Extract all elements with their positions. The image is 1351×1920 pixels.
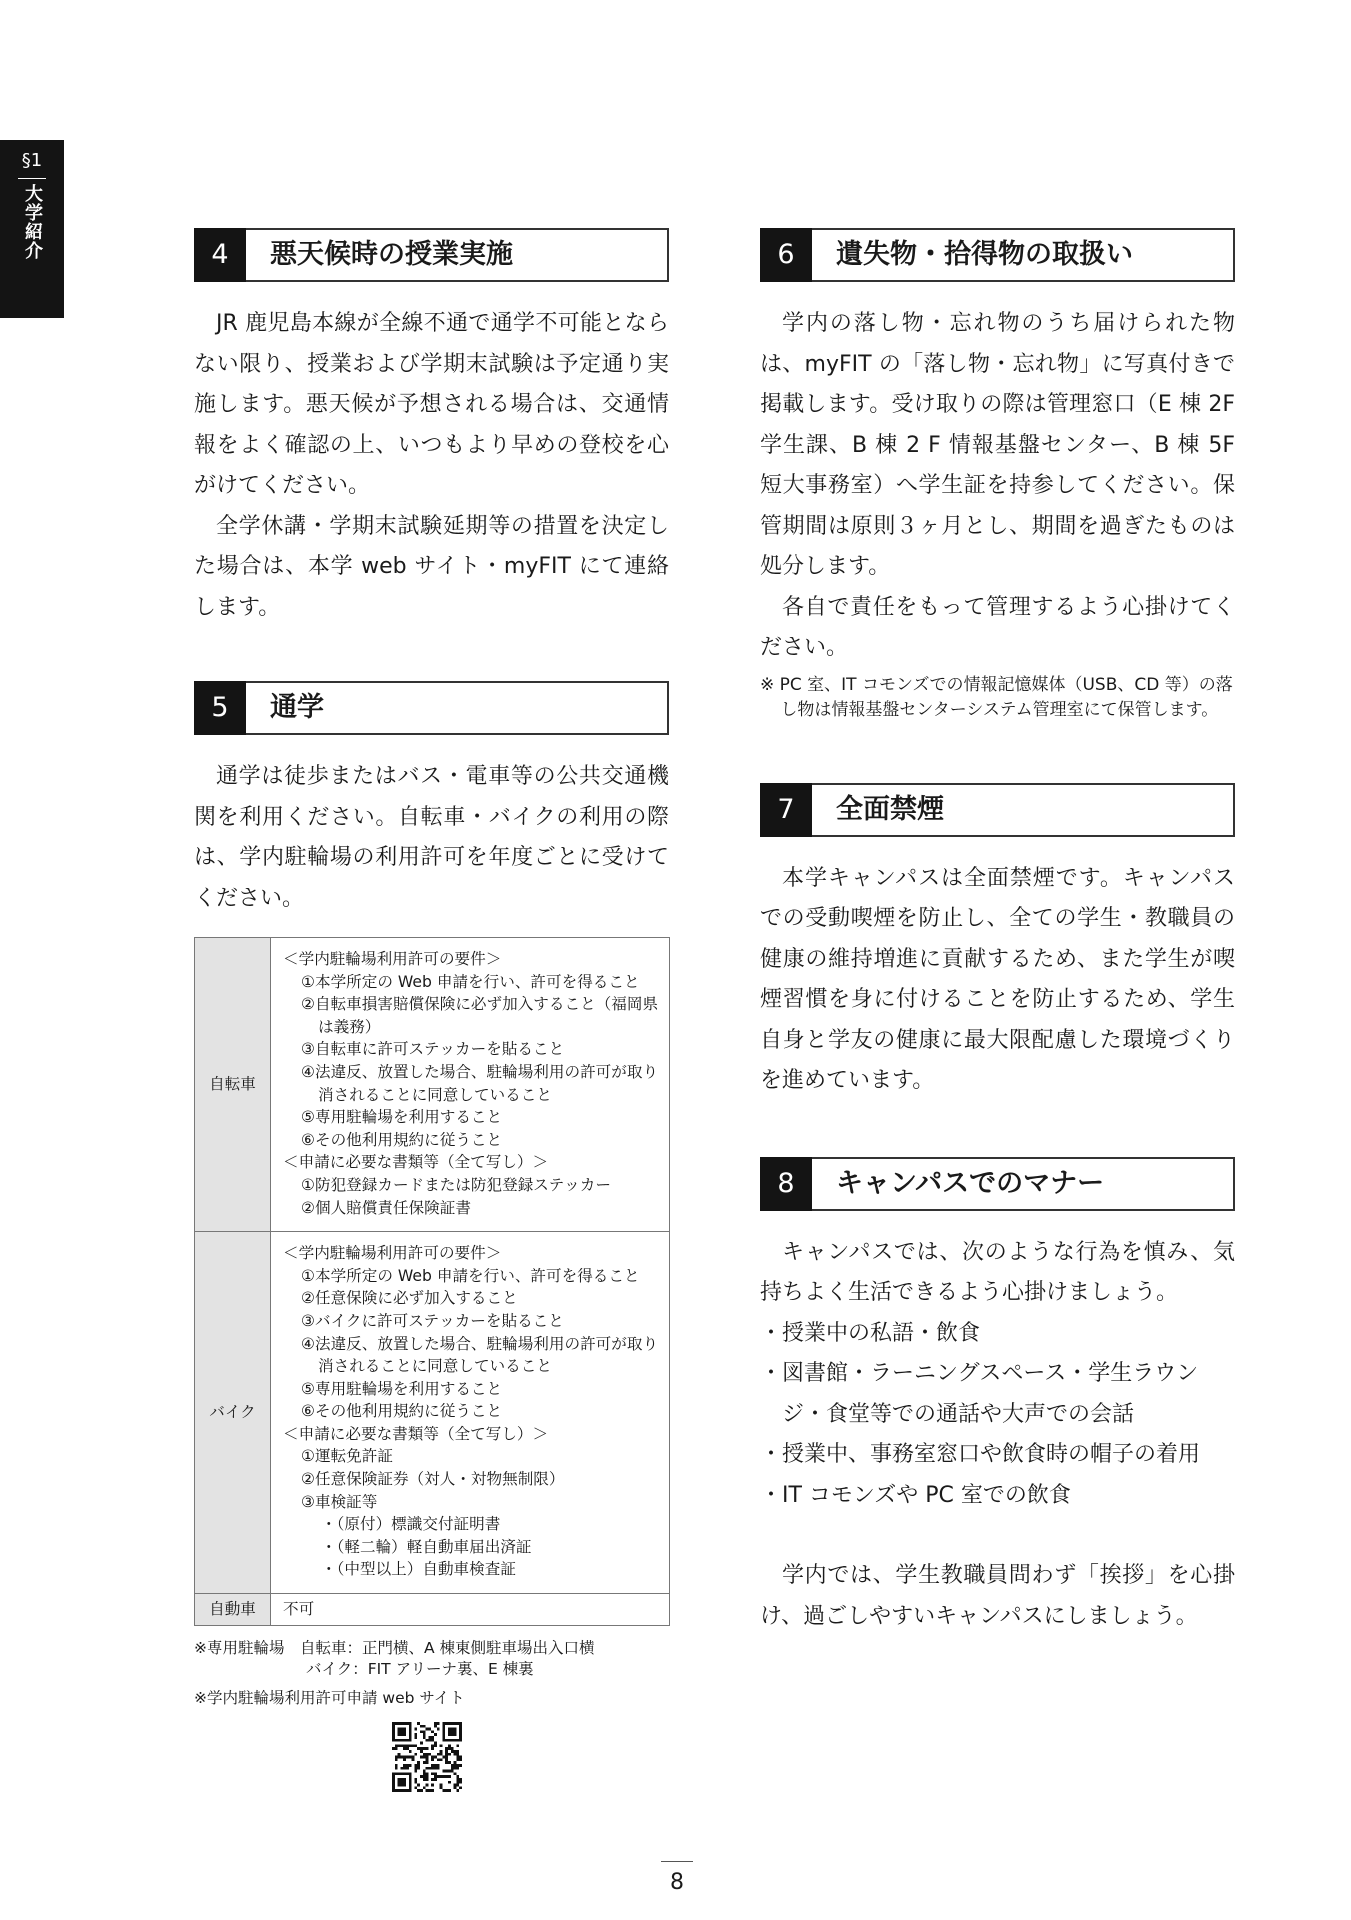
requirement-item: ⑤専用駐輪場を利用すること (301, 1108, 503, 1127)
document-item: ①防犯登録カードまたは防犯登録ステッカー (301, 1175, 611, 1194)
section-number: §1 (21, 150, 43, 171)
bicycle-requirements (271, 938, 670, 1232)
heading-sec5 (194, 681, 669, 735)
page-number-rule (661, 1861, 693, 1862)
requirement-item: ①本学所定の Web 申請を行い、許可を得ること (301, 972, 640, 991)
parking-footnote-line-2: バイク：FIT アリーナ裏、E 棟裏 (306, 1659, 534, 1678)
row-label-car: 自動車 (195, 1594, 271, 1626)
requirements-heading: ＜学内駐輪場利用許可の要件＞ (283, 950, 502, 968)
heading-sec6 (760, 228, 1235, 282)
row-label-bike: バイク (195, 1232, 271, 1594)
documents-heading: ＜申請に必要な書類等（全て写し）＞ (283, 1424, 549, 1443)
right-column (760, 228, 1235, 1637)
requirement-item: ③バイクに許可ステッカーを貼ること (301, 1311, 564, 1330)
sec6-paragraph-2: 各自で責任をもって管理するよう心掛けてください。 (760, 594, 1235, 660)
heading-sec7 (760, 783, 1235, 837)
sec6-paragraph-1: 学内の落し物・忘れ物のうち届けられた物は、myFIT の「落し物・忘れ物」に写真付きで掲載します。受け取りの際は管理窓口（E 棟 2F 学生課、B 棟 2 F 情報基盤センター、B 棟 5F 短大事務室）へ学生証を持参してください。保管期間は原則３ヶ月とし、期間を過ぎたものは処分します。 (760, 311, 1235, 579)
manner-item: ・ 授業中の私語・飲食 (760, 1314, 1235, 1355)
requirement-item: ②自転車損害賠償保険に必ず加入すること（福岡県は義務） (301, 995, 659, 1036)
requirements-heading: ＜学内駐輪場利用許可の要件＞ (283, 1244, 502, 1263)
web-footnote: ※学内駐輪場利用許可申請 web サイト (194, 1688, 465, 1707)
heading-sec4 (194, 228, 669, 282)
sec8-closing: 学内では、学生教職員問わず「挨拶」を心掛け、過ごしやすいキャンパスにしましょう。 (760, 1563, 1235, 1629)
heading-title: 悪天候時の授業実施 (270, 239, 513, 270)
heading-sec8 (760, 1157, 1235, 1211)
sec8-intro: キャンパスでは、次のような行為を慎み、気持ちよく生活できるよう心掛けましょう。 (760, 1239, 1235, 1305)
car-value: 不可 (271, 1594, 670, 1626)
document-item: ②任意保険証券（対人・対物無制限） (301, 1470, 565, 1489)
requirement-item: ⑥その他利用規約に従うこと (301, 1402, 503, 1421)
documents-heading: ＜申請に必要な書類等（全て写し）＞ (283, 1153, 549, 1172)
manner-item: ・ IT コモンズや PC 室での飲食 (760, 1476, 1235, 1517)
heading-number: 7 (760, 783, 812, 837)
heading-title: 全面禁煙 (836, 793, 944, 825)
parking-permit-table (194, 937, 670, 1626)
table-row-bicycle (195, 938, 670, 1232)
heading-number: 4 (194, 228, 246, 282)
requirement-item: ④法違反、放置した場合、駐輪場利用の許可が取り消されることに同意していること (301, 1334, 659, 1376)
document-sub-item: ・（中型以上）自動車検査証 (321, 1560, 516, 1579)
document-sub-item: ・（原付）標識交付証明書 (321, 1515, 501, 1534)
sec5-paragraph: 通学は徒歩またはバス・電車等の公共交通機関を利用ください。自転車・バイクの利用の際は、学内駐輪場の利用許可を年度ごとに受けてください。 (194, 764, 669, 911)
heading-number: 8 (760, 1157, 812, 1211)
section-side-tab (0, 140, 64, 318)
document-item: ②個人賠償責任保険証書 (301, 1198, 471, 1217)
parking-footnote-line-1: ※専用駐輪場 自転車：正門横、A 棟東側駐車場出入口横 (194, 1638, 595, 1657)
requirement-item: ④法違反、放置した場合、駐輪場利用の許可が取り消されることに同意していること (301, 1062, 659, 1104)
parking-footnote (194, 1638, 669, 1709)
requirement-item: ⑤専用駐輪場を利用すること (301, 1379, 503, 1398)
sec6-note: ※ PC 室、IT コモンズでの情報記憶媒体（USB、CD 等）の落し物は情報基盤センターシステム管理室にて保管します。 (760, 674, 1233, 720)
qr-code-icon[interactable] (392, 1722, 462, 1792)
manner-item: ・ 授業中、事務室窓口や飲食時の帽子の着用 (760, 1435, 1235, 1476)
requirement-item: ①本学所定の Web 申請を行い、許可を得ること (301, 1266, 640, 1285)
section-label: 大学紹介 (22, 184, 43, 260)
heading-title: 遺失物・拾得物の取扱い (836, 239, 1133, 270)
bike-requirements (271, 1232, 670, 1594)
heading-title: 通学 (270, 692, 324, 723)
document-sub-item: ・（軽二輪）軽自動車届出済証 (321, 1537, 532, 1556)
requirement-item: ③自転車に許可ステッカーを貼ること (301, 1040, 565, 1059)
table-row-bike (195, 1232, 670, 1594)
requirement-item: ⑥その他利用規約に従うこと (301, 1130, 503, 1149)
manner-item: ・ 図書館・ラーニングスペース・学生ラウンジ・食堂等での通話や大声での会話 (760, 1354, 1235, 1435)
heading-number: 5 (194, 681, 246, 735)
table-row-car (195, 1594, 670, 1626)
sec4-paragraph-1: JR 鹿児島本線が全線不通で通学不可能とならない限り、授業および学期末試験は予定通り実施します。悪天候が予想される場合は、交通情報をよく確認の上、いつもより早めの登校を心がけてください。 (194, 311, 669, 498)
heading-number: 6 (760, 228, 812, 282)
side-tab-divider (18, 178, 46, 179)
document-item: ①運転免許証 (301, 1447, 393, 1466)
sec7-paragraph: 本学キャンパスは全面禁煙です。キャンパスでの受動喫煙を防止し、全ての学生・教職員の健康の維持増進に貢献するため、また学生が喫煙習慣を身に付けることを防止するため、学生自身と学友の健康に最大限配慮した環境づくりを進めています。 (760, 865, 1235, 1093)
row-label-bicycle: 自転車 (195, 938, 271, 1232)
heading-title: キャンパスでのマナー (836, 1167, 1105, 1199)
sec4-paragraph-2: 全学休講・学期末試験延期等の措置を決定した場合は、本学 web サイト・myFIT にて連絡します。 (194, 513, 669, 620)
page-number: 8 (670, 1870, 684, 1895)
requirement-item: ②任意保険に必ず加入すること (301, 1289, 518, 1308)
document-item: ③車検証等 (301, 1492, 378, 1511)
left-column (194, 228, 669, 1709)
